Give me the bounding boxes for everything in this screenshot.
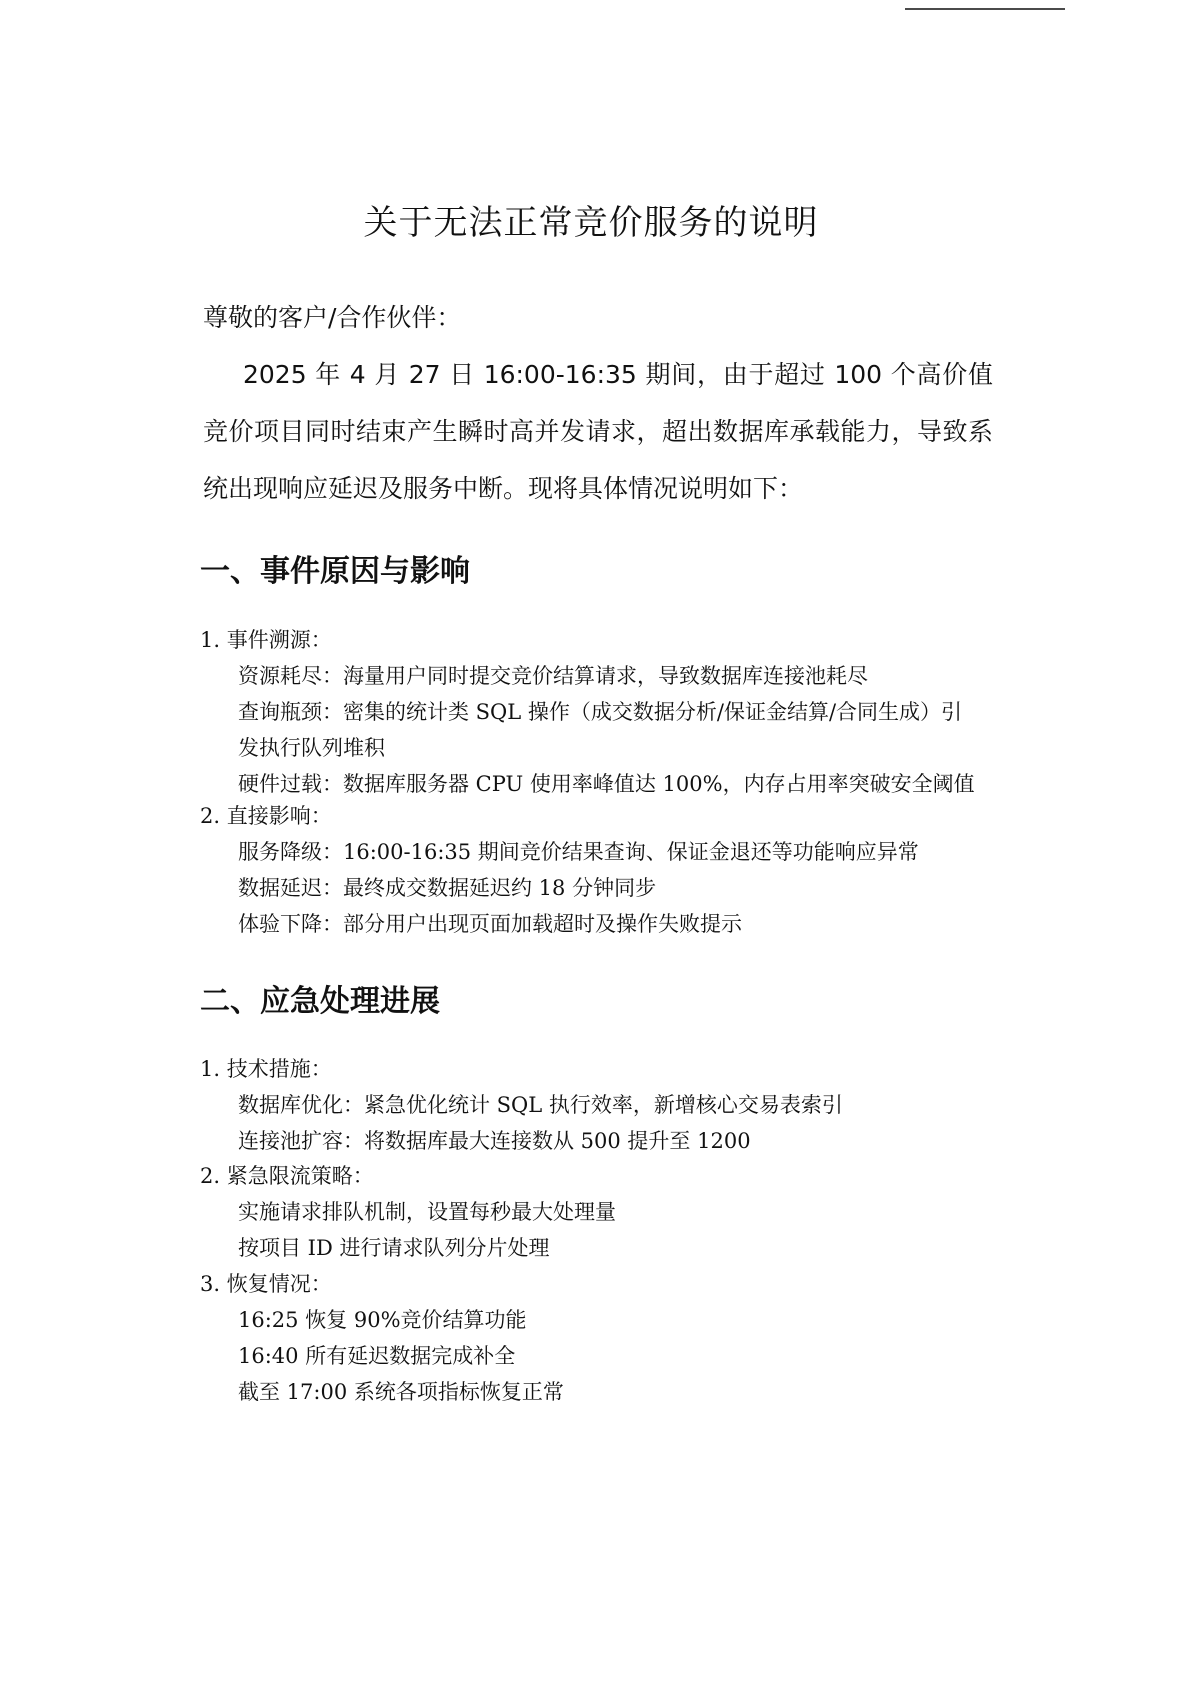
list-item: 服务降级：16:00-16:35 期间竞价结果查询、保证金退还等功能响应异常 (238, 840, 919, 864)
list-item: 实施请求排队机制，设置每秒最大处理量 (238, 1200, 616, 1224)
list-item: 数据延迟：最终成交数据延迟约 18 分钟同步 (238, 876, 657, 900)
list-item: 查询瓶颈：密集的统计类 SQL 操作（成交数据分析/保证金结算/合同生成）引发执行队列堆积 (238, 700, 963, 760)
list-item: 连接池扩容：将数据库最大连接数从 500 提升至 1200 (238, 1129, 751, 1153)
list-item: 按项目 ID 进行请求队列分片处理 (238, 1236, 550, 1260)
subsection-rate-limiting (200, 1158, 616, 1266)
list-item: 16:25 恢复 90%竞价结算功能 (238, 1308, 527, 1332)
subsection-label: 2. 直接影响： (200, 804, 332, 828)
list-item: 截至 17:00 系统各项指标恢复正常 (238, 1380, 564, 1404)
list-item: 资源耗尽：海量用户同时提交竞价结算请求，导致数据库连接池耗尽 (238, 664, 868, 688)
salutation: 尊敬的客户/合作伙伴： (203, 303, 462, 332)
subsection-label: 3. 恢复情况： (200, 1272, 332, 1296)
subsection-label: 1. 事件溯源： (200, 628, 332, 652)
list-item: 硬件过载：数据库服务器 CPU 使用率峰值达 100%，内存占用率突破安全阈值 (238, 772, 975, 796)
list-item: 体验下降：部分用户出现页面加载超时及操作失败提示 (238, 912, 742, 936)
scan-edge-mark (905, 8, 1065, 10)
document-title: 关于无法正常竞价服务的说明 (363, 203, 819, 243)
subsection-label: 2. 紧急限流策略： (200, 1164, 374, 1188)
subsection-direct-impact (200, 798, 919, 942)
section-heading-causes: 一、事件原因与影响 (200, 554, 470, 589)
intro-paragraph: 2025 年 4 月 27 日 16:00-16:35 期间，由于超过 100 个高价值竞价项目同时结束产生瞬时高并发请求，超出数据库承载能力，导致系统出现响应延迟及服务中断。现将具体情况说明如下： (203, 360, 993, 503)
subsection-label: 1. 技术措施： (200, 1057, 332, 1081)
list-item: 数据库优化：紧急优化统计 SQL 执行效率，新增核心交易表索引 (238, 1093, 843, 1117)
list-item: 16:40 所有延迟数据完成补全 (238, 1344, 516, 1368)
section-heading-emergency: 二、应急处理进展 (200, 984, 440, 1019)
subsection-technical-measures (200, 1051, 843, 1159)
subsection-recovery-status (200, 1266, 564, 1410)
subsection-event-source (200, 622, 975, 802)
